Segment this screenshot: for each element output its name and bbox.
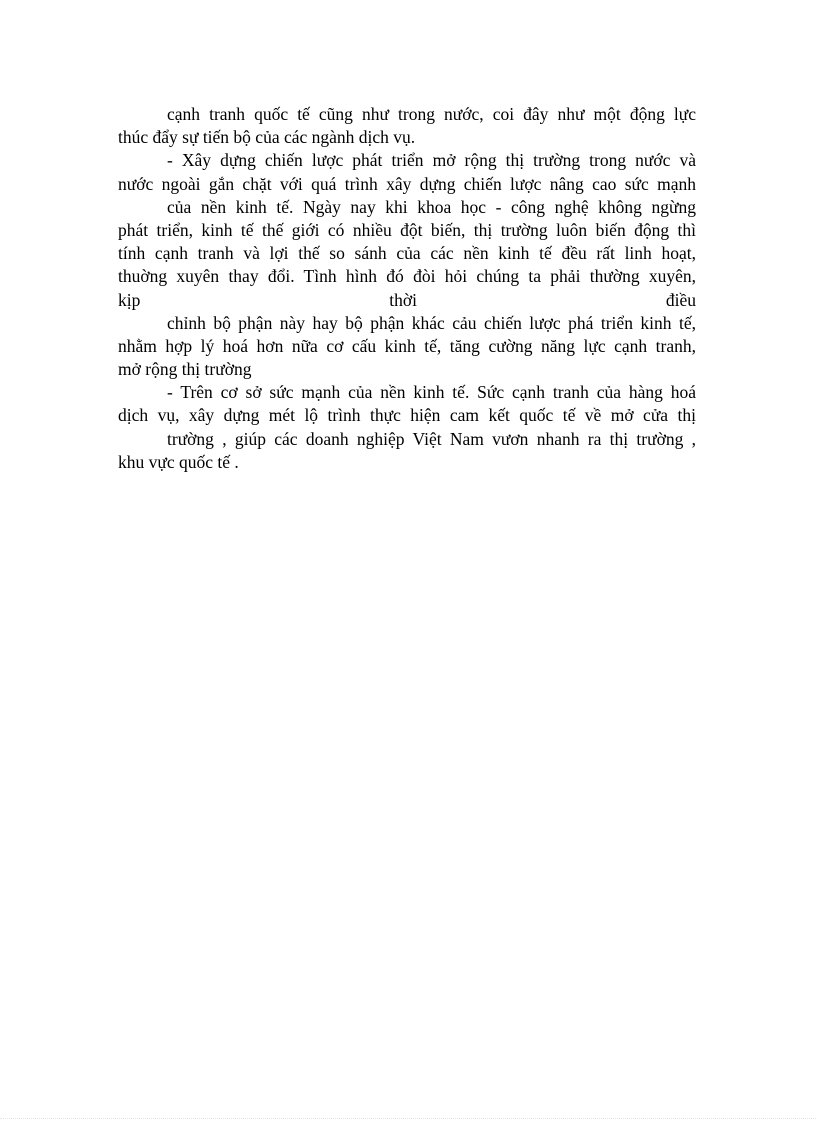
text-line-8: thuờng xuyên thay đổi. Tình hình đó đòi hỏi chúng ta phải thường xuyên,	[118, 266, 696, 287]
page-bottom-edge	[0, 1118, 816, 1119]
text-line-9: kịp thời điều	[118, 289, 696, 310]
text-line-16: khu vực quốc tế .	[118, 451, 239, 472]
text-line-7: tính cạnh tranh và lợi thế so sánh của các nền kinh tế đều rất linh hoạt,	[118, 243, 696, 264]
text-line-5: của nền kinh tế. Ngày nay khi khoa học - công nghệ không ngừng	[167, 196, 696, 217]
text-line-10: chỉnh bộ phận này hay bộ phận khác cảu chiến lược phá triển kinh tế,	[167, 312, 696, 333]
body-text	[118, 103, 696, 474]
text-line-6: phát triển, kinh tế thế giới có nhiều đột biến, thị trường luôn biến động thì	[118, 219, 696, 240]
text-line-15: trường , giúp các doanh nghiệp Việt Nam vươn nhanh ra thị trường ,	[167, 428, 696, 449]
text-line-12: mở rộng thị trường	[118, 359, 252, 380]
text-line-3: - Xây dựng chiến lược phát triển mở rộng thị trường trong nước và	[167, 150, 696, 171]
text-line-14: dịch vụ, xây dựng mét lộ trình thực hiện cam kết quốc tế về mở cửa thị	[118, 405, 696, 426]
text-line-11: nhằm hợp lý hoá hơn nữa cơ cấu kinh tế, tăng cường năng lực cạnh tranh,	[118, 335, 696, 356]
text-line-2: thúc đẩy sự tiến bộ của các ngành dịch vụ.	[118, 127, 416, 148]
text-line-4: nước ngoài gắn chặt với quá trình xây dựng chiến lược nâng cao sức mạnh	[118, 173, 696, 194]
text-line-1: cạnh tranh quốc tế cũng như trong nước, coi đây như một động lực	[167, 104, 696, 124]
text-line-13: - Trên cơ sở sức mạnh của nền kinh tế. Sức cạnh tranh của hàng hoá	[167, 382, 696, 403]
